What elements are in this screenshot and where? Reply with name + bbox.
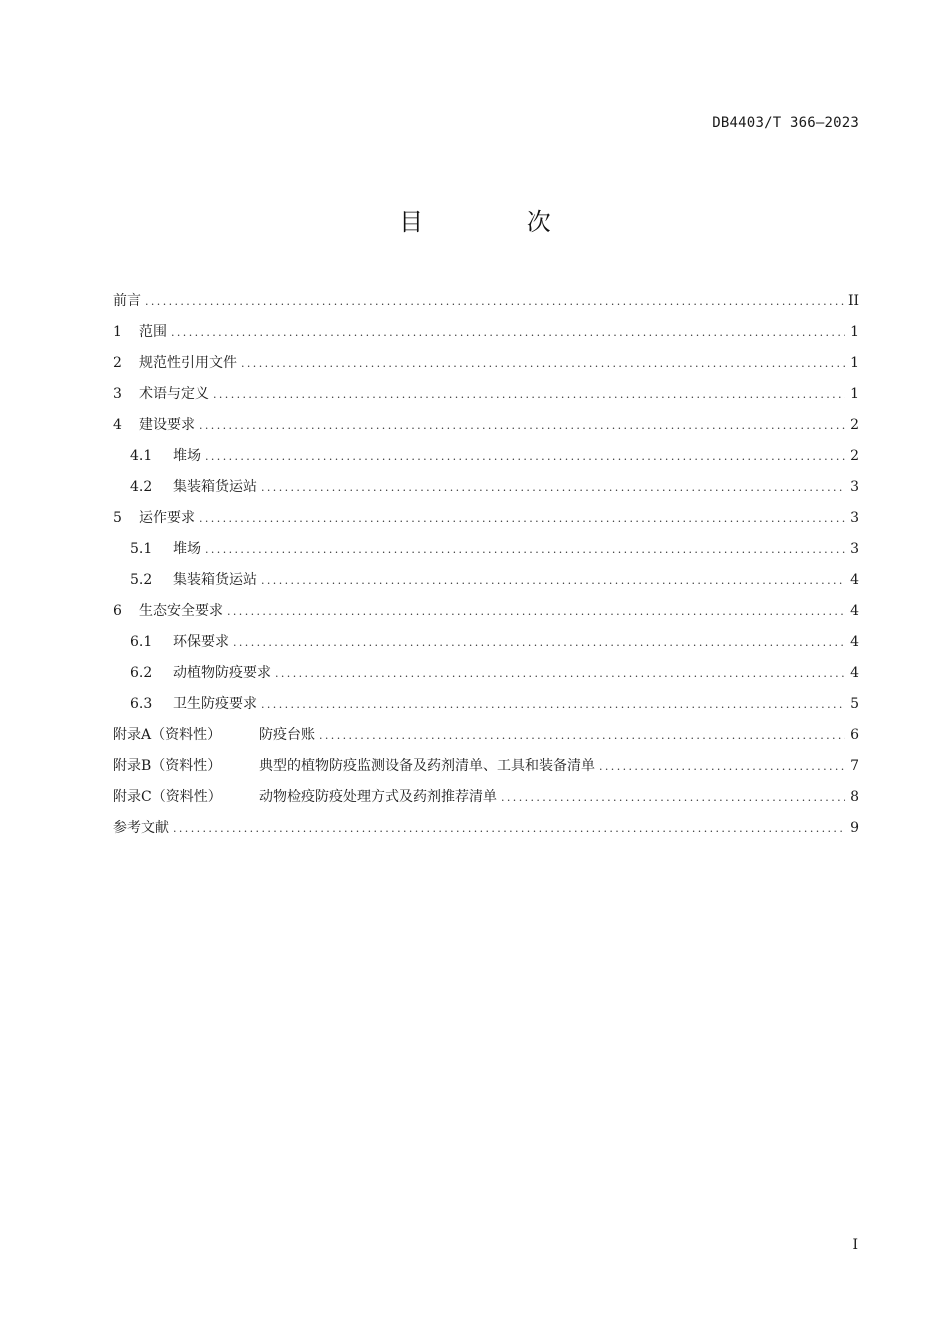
toc-dot-leader <box>173 813 845 844</box>
toc-entry-page: 1 <box>850 386 859 402</box>
toc-entry[interactable] <box>113 348 859 379</box>
toc-entry-number: 5.2 <box>130 572 153 588</box>
toc-entry-number: 6.1 <box>130 634 153 650</box>
toc-entry-number: 附录C（资料性） <box>113 789 222 805</box>
toc-entry[interactable] <box>113 596 859 627</box>
toc-dot-leader <box>199 410 845 441</box>
toc-entry-page: 3 <box>850 541 859 557</box>
toc-entry[interactable] <box>113 379 859 410</box>
toc-entry[interactable] <box>113 720 859 751</box>
toc-entry-page: 7 <box>850 758 859 774</box>
toc-entry[interactable] <box>113 751 859 782</box>
toc-entry-label: 建设要求 <box>139 417 195 433</box>
toc-entry-number: 5.1 <box>130 541 153 557</box>
toc-dot-leader <box>501 782 845 813</box>
toc-entry-page: 6 <box>850 727 859 743</box>
toc-entry[interactable] <box>113 658 859 689</box>
toc-dot-leader <box>319 720 845 751</box>
toc-dot-leader <box>205 441 845 472</box>
toc-dot-leader <box>227 596 845 627</box>
toc-dot-leader <box>241 348 845 379</box>
toc-dot-leader <box>205 534 845 565</box>
toc-entry-label: 规范性引用文件 <box>139 355 237 371</box>
toc-entry-page: 1 <box>850 355 859 371</box>
toc-entry-page: 3 <box>850 479 859 495</box>
toc-entry[interactable] <box>113 627 859 658</box>
toc-dot-leader <box>233 627 845 658</box>
toc-dot-leader <box>275 658 845 689</box>
toc-entry-page: 4 <box>850 572 859 588</box>
toc-entry-page: 8 <box>850 789 859 805</box>
toc-entry-number: 4 <box>113 417 122 433</box>
toc-entry-page: II <box>847 293 859 309</box>
toc-dot-leader <box>599 751 845 782</box>
toc-entry-label: 堆场 <box>173 541 201 557</box>
toc-entry-number: 1 <box>113 324 122 340</box>
toc-entry-label: 运作要求 <box>139 510 195 526</box>
toc-entry-label: 防疫台账 <box>259 727 315 743</box>
toc-entry-label: 生态安全要求 <box>139 603 223 619</box>
page-title: 目 次 <box>399 208 599 236</box>
document-code: DB4403/T 366—2023 <box>712 115 859 131</box>
toc-entry-label: 参考文献 <box>113 820 169 836</box>
toc-entry-page: 2 <box>850 417 859 433</box>
toc-entry[interactable] <box>113 813 859 844</box>
toc-entry-label: 典型的植物防疫监测设备及药剂清单、工具和装备清单 <box>259 758 595 774</box>
toc-entry-label: 集装箱货运站 <box>173 479 257 495</box>
toc-entry-label: 卫生防疫要求 <box>173 696 257 712</box>
toc-entry-page: 5 <box>850 696 859 712</box>
toc-entry[interactable] <box>113 286 859 317</box>
table-of-contents <box>113 286 859 844</box>
toc-entry-number: 6 <box>113 603 122 619</box>
toc-entry-page: 3 <box>850 510 859 526</box>
page-number: I <box>852 1237 858 1253</box>
toc-entry-label: 动植物防疫要求 <box>173 665 271 681</box>
toc-entry-page: 4 <box>850 603 859 619</box>
toc-entry-page: 4 <box>850 665 859 681</box>
toc-entry[interactable] <box>113 534 859 565</box>
toc-entry-label: 环保要求 <box>173 634 229 650</box>
toc-dot-leader <box>261 565 845 596</box>
toc-entry[interactable] <box>113 441 859 472</box>
toc-entry-page: 2 <box>850 448 859 464</box>
toc-entry-number: 4.2 <box>130 479 153 495</box>
toc-dot-leader <box>199 503 845 534</box>
toc-entry-number: 3 <box>113 386 122 402</box>
toc-entry[interactable] <box>113 410 859 441</box>
toc-entry-page: 9 <box>850 820 859 836</box>
toc-dot-leader <box>171 317 845 348</box>
toc-entry-label: 堆场 <box>173 448 201 464</box>
toc-dot-leader <box>261 689 845 720</box>
toc-dot-leader <box>261 472 845 503</box>
toc-entry-page: 1 <box>850 324 859 340</box>
toc-entry-number: 4.1 <box>130 448 153 464</box>
toc-entry-label: 范围 <box>139 324 167 340</box>
toc-dot-leader <box>213 379 845 410</box>
toc-entry[interactable] <box>113 689 859 720</box>
toc-entry[interactable] <box>113 503 859 534</box>
toc-entry[interactable] <box>113 472 859 503</box>
toc-entry-label: 集装箱货运站 <box>173 572 257 588</box>
toc-entry[interactable] <box>113 317 859 348</box>
toc-entry[interactable] <box>113 782 859 813</box>
toc-entry-page: 4 <box>850 634 859 650</box>
toc-entry-number: 附录A（资料性） <box>113 727 222 743</box>
toc-entry-number: 附录B（资料性） <box>113 758 222 774</box>
toc-entry-label: 动物检疫防疫处理方式及药剂推荐清单 <box>259 789 497 805</box>
toc-entry-number: 2 <box>113 355 122 371</box>
toc-entry-label: 前言 <box>113 293 141 309</box>
toc-entry-number: 6.2 <box>130 665 153 681</box>
toc-entry-number: 6.3 <box>130 696 153 712</box>
toc-entry-label: 术语与定义 <box>139 386 209 402</box>
toc-entry[interactable] <box>113 565 859 596</box>
toc-entry-number: 5 <box>113 510 122 526</box>
toc-dot-leader <box>145 286 844 317</box>
